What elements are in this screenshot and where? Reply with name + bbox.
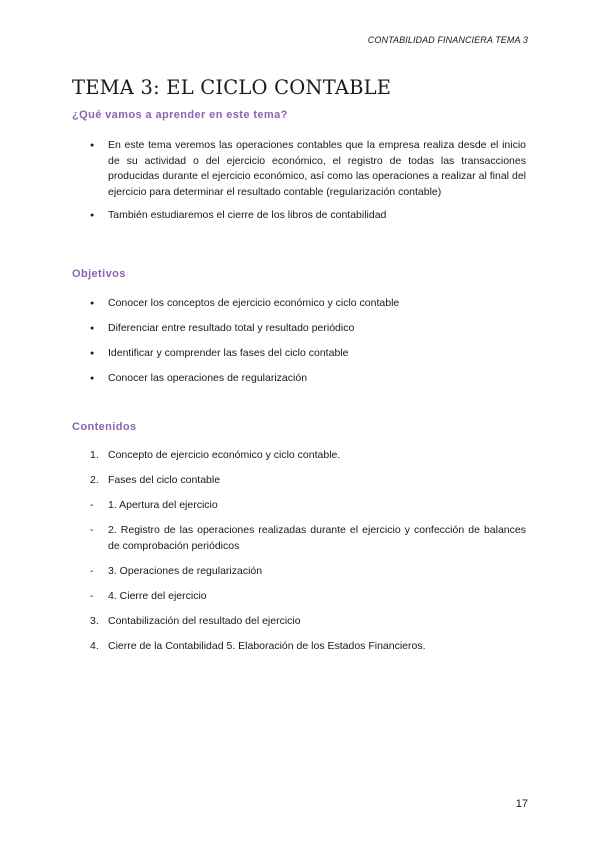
list-item: ● También estudiaremos el cierre de los libros de contabilidad	[108, 208, 526, 224]
list-item: ● Identificar y comprender las fases del ciclo contable	[108, 346, 526, 362]
list-marker: -	[90, 524, 94, 536]
list-item-text: Cierre de la Contabilidad 5. Elaboración de los Estados Financieros.	[108, 639, 426, 652]
list-item-text: 4. Cierre del ejercicio	[108, 589, 207, 602]
page-number: 17	[515, 798, 528, 810]
list-marker: 3.	[90, 614, 99, 627]
list-item-text: 3. Operaciones de regularización	[108, 564, 263, 577]
list-marker: 1.	[90, 449, 99, 461]
learn-heading: ¿Qué vamos a aprender en este tema?	[72, 109, 288, 121]
list-item: ● Conocer los conceptos de ejercicio económico y ciclo contable	[108, 296, 526, 312]
list-item: ● En este tema veremos las operaciones contables que la empresa realiza desde el inicio de su actividad o del ejercicio económico, el registro de todas las transacciones producidas durante el ejercicio económico, así como las operaciones a realizar al final del ejercicio para determinar el resultado contable (regularización contable)	[108, 138, 526, 200]
list-marker: -	[90, 499, 94, 511]
list-item	[90, 473, 526, 489]
list-item: ● Conocer las operaciones de regularización	[108, 371, 526, 387]
objectives-heading: Objetivos	[72, 268, 126, 280]
list-item	[90, 614, 526, 630]
list-item: ● Diferenciar entre resultado total y resultado periódico	[108, 321, 526, 337]
list-item	[90, 564, 526, 580]
list-item	[90, 448, 526, 464]
running-header: CONTABILIDAD FINANCIERA TEMA 3	[367, 35, 528, 45]
page-title: TEMA 3: EL CICLO CONTABLE	[72, 76, 392, 99]
contents-heading: Contenidos	[72, 421, 137, 433]
list-marker: -	[90, 564, 94, 577]
objectives-list	[108, 296, 526, 396]
list-item-text: 1. Apertura del ejercicio	[108, 499, 218, 511]
list-marker: -	[90, 589, 94, 602]
list-item	[90, 639, 526, 655]
learn-list	[108, 138, 526, 224]
list-item	[90, 589, 526, 605]
list-item-text: 2. Registro de las operaciones realizadas durante el ejercicio y confección de balances de comprobación periódicos	[108, 524, 526, 552]
contents-list	[90, 448, 526, 664]
list-item	[90, 523, 526, 554]
list-marker: 4.	[90, 639, 99, 652]
list-item	[90, 498, 526, 514]
list-item-text: Contabilización del resultado del ejercicio	[108, 614, 301, 627]
list-item-text: Fases del ciclo contable	[108, 474, 221, 486]
list-item-text: Concepto de ejercicio económico y ciclo contable.	[108, 449, 341, 461]
list-marker: 2.	[90, 474, 99, 486]
